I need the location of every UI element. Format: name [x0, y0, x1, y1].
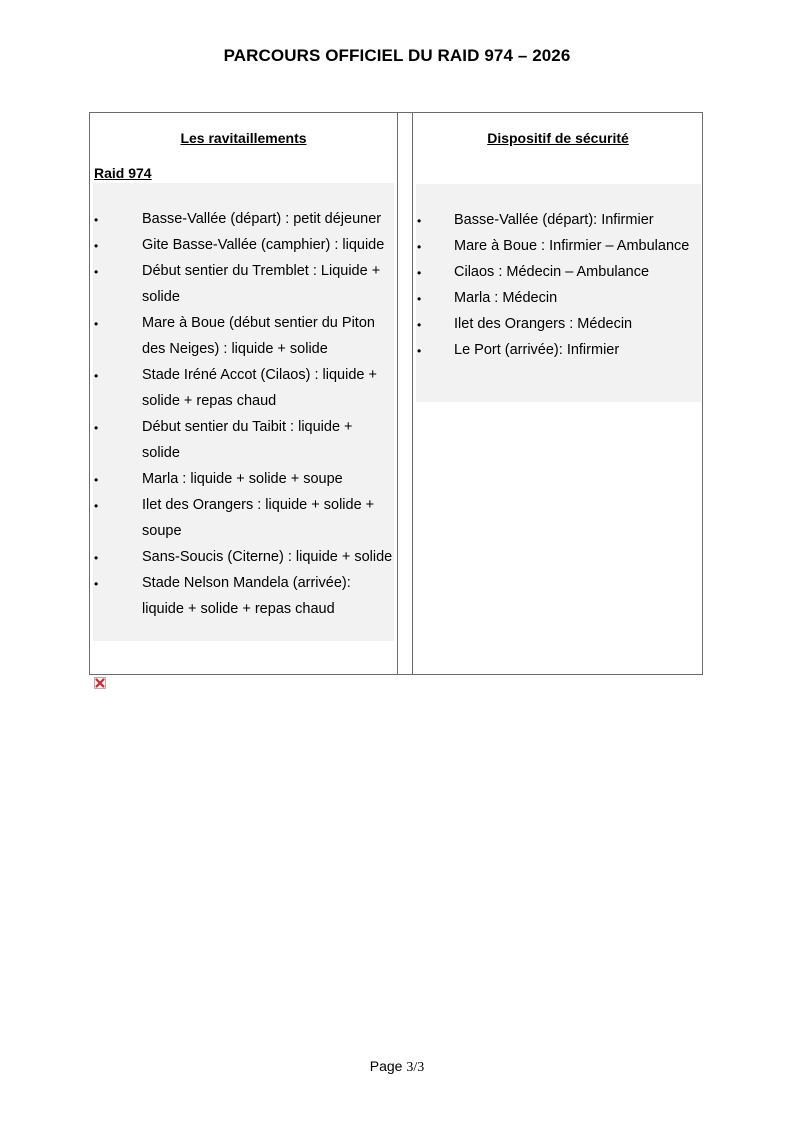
list-item [416, 259, 701, 285]
list-item-text: Mare à Boue : Infirmier – Ambulance [454, 238, 690, 254]
bullet-icon: • [94, 213, 99, 227]
column-divider-right [412, 112, 413, 675]
bullet-icon: • [94, 421, 99, 435]
list-item [94, 544, 394, 570]
security-heading: Dispositif de sécurité [487, 130, 629, 146]
bullet-icon: • [417, 266, 422, 280]
list-item-text: Ilet des Orangers : liquide + solide + soupe [142, 497, 375, 539]
list-item-text: Marla : liquide + solide + soupe [142, 471, 343, 487]
list-item-text: Ilet des Orangers : Médecin [454, 316, 633, 332]
bullet-icon: • [417, 344, 422, 358]
list-item [94, 414, 394, 466]
refreshments-heading: Les ravitaillements [180, 130, 307, 146]
list-item-text: Stade Iréné Accot (Cilaos) : liquide + solide + repas chaud [142, 367, 377, 409]
list-item-text: Mare à Boue (début sentier du Piton des Neiges) : liquide + solide [142, 315, 375, 357]
list-item-text: Sans-Soucis (Citerne) : liquide + solide [142, 549, 393, 565]
bullet-icon: • [94, 551, 99, 565]
list-item [94, 466, 394, 492]
bullet-icon: • [94, 317, 99, 331]
bullet-icon: • [417, 214, 422, 228]
list-item [416, 337, 701, 363]
list-item-text: Basse-Vallée (départ): Infirmier [454, 212, 654, 228]
bullet-icon: • [94, 369, 99, 383]
broken-image-icon [94, 677, 106, 689]
list-item [94, 492, 394, 544]
bullet-icon: • [94, 239, 99, 253]
list-item [416, 285, 701, 311]
list-item-text: Début sentier du Tremblet : Liquide + solide [142, 263, 381, 305]
page-label: Page [369, 1058, 403, 1074]
list-item-text: Le Port (arrivée): Infirmier [454, 342, 620, 358]
list-item [94, 310, 394, 362]
raid-subheading: Raid 974 [94, 165, 152, 181]
list-item [94, 206, 394, 232]
list-item [416, 207, 701, 233]
bullet-icon: • [417, 318, 422, 332]
list-item-text: Gite Basse-Vallée (camphier) : liquide [142, 237, 385, 253]
page-number: 3/3 [406, 1060, 425, 1075]
bullet-icon: • [94, 499, 99, 513]
list-item-text: Début sentier du Taibit : liquide + solide [142, 419, 353, 461]
list-item-text: Stade Nelson Mandela (arrivée): liquide + solide + repas chaud [142, 575, 351, 617]
page-footer [0, 1058, 794, 1076]
list-item [416, 311, 701, 337]
bullet-icon: • [94, 577, 99, 591]
column-divider-left [397, 112, 398, 675]
list-item [94, 232, 394, 258]
list-item [94, 570, 394, 622]
security-list [416, 207, 701, 363]
list-item [416, 233, 701, 259]
list-item [94, 258, 394, 310]
bullet-icon: • [94, 473, 99, 487]
refreshments-list [94, 206, 394, 622]
list-item-text: Marla : Médecin [454, 290, 558, 306]
bullet-icon: • [94, 265, 99, 279]
list-item-text: Cilaos : Médecin – Ambulance [454, 264, 650, 280]
list-item [94, 362, 394, 414]
list-item-text: Basse-Vallée (départ) : petit déjeuner [142, 211, 382, 227]
bullet-icon: • [417, 240, 422, 254]
bullet-icon: • [417, 292, 422, 306]
document-title: PARCOURS OFFICIEL DU RAID 974 – 2026 [223, 46, 571, 65]
